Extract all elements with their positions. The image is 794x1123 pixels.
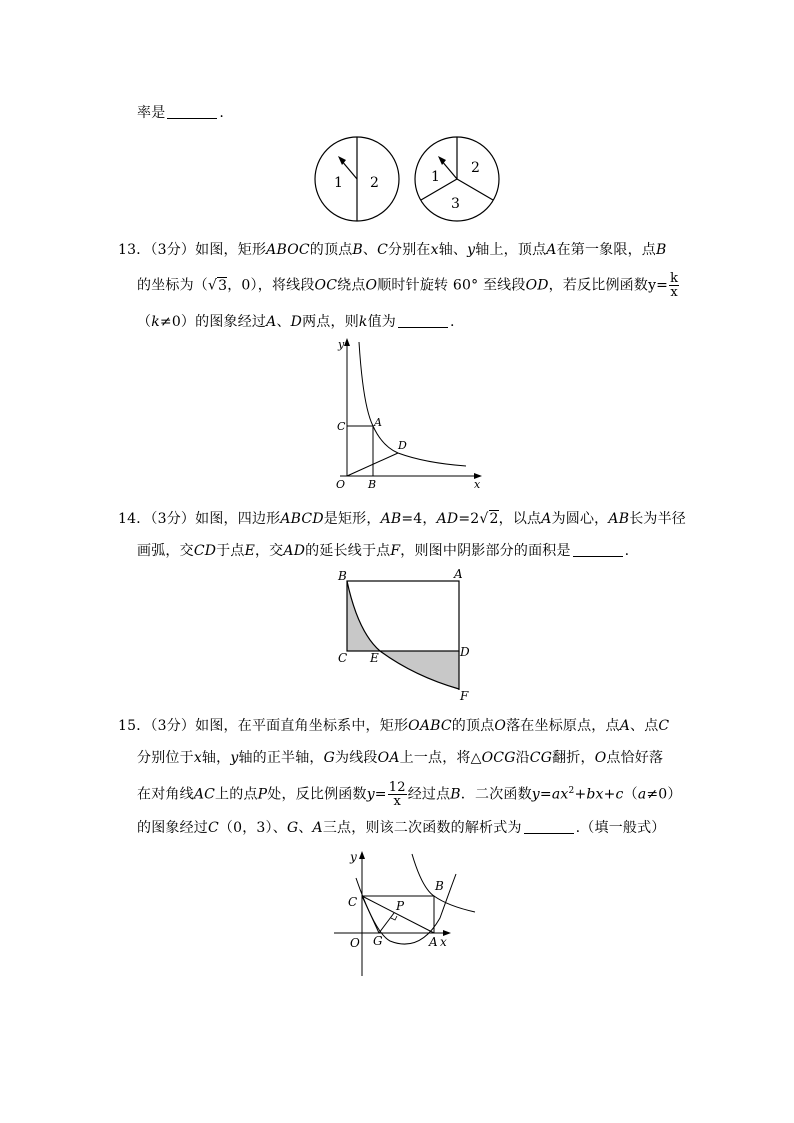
- svg-text:y: y: [338, 338, 345, 351]
- question-number: 13．: [118, 242, 151, 258]
- svg-text:C: C: [348, 895, 358, 909]
- q13-line-2: 的坐标为（√3，0），将线段OC绕点O顺时针旋转 60° 至线段OD，若反比例函数y= $\frac{k}{x}$: [137, 271, 679, 300]
- svg-text:C: C: [338, 651, 348, 665]
- q14-line-2: 画弧，交CD于点E，交AD的延长线于点F，则图中阴影部分的面积是 .: [137, 543, 630, 559]
- svg-text:B: B: [435, 879, 444, 893]
- period: .: [219, 105, 225, 121]
- sector-label: 2: [471, 160, 480, 176]
- score: （3分）: [150, 718, 196, 734]
- answer-blank[interactable]: [167, 104, 217, 119]
- sector-label: 3: [451, 196, 460, 212]
- q15-line-3: 在对角线AC上的点P处，反比例函数y= $\frac{12}{x}$ 经过点B．二次函数$y=ax^2+bx+c(a\ne 0)$: [137, 780, 682, 810]
- svg-text:O: O: [336, 478, 346, 491]
- svg-text:x: x: [440, 935, 447, 949]
- svg-text:C: C: [337, 420, 346, 433]
- q13-figure: [330, 336, 490, 492]
- q15-line-1: 15．（3分）如图，在平面直角坐标系中，矩形OABC的顶点O落在坐标原点，点A、点C: [118, 718, 670, 734]
- q14-line-1: 14．（3分）如图，四边形ABCD是矩形，AB=4，AD=2√2，以点A为圆心，AB长为半径: [118, 511, 687, 527]
- answer-blank[interactable]: [573, 542, 623, 557]
- q15-figure: [330, 848, 490, 983]
- svg-text:F: F: [460, 689, 469, 703]
- spinner-three-sector: [415, 137, 499, 221]
- answer-blank[interactable]: [398, 313, 448, 328]
- svg-text:y: y: [350, 850, 357, 864]
- svg-text:A: A: [454, 567, 463, 581]
- sector-label: 1: [431, 169, 440, 185]
- hyperbola-curve: [359, 342, 466, 466]
- spinner-figures: [300, 132, 510, 228]
- svg-text:x: x: [474, 478, 481, 491]
- q12-text: 率是: [137, 105, 166, 121]
- svg-text:O: O: [350, 936, 360, 950]
- sector-label: 1: [334, 175, 343, 191]
- q15-line-4: 的图象经过C（0，3）、G、A三点，则该二次函数的解析式为 .（填一般式）: [137, 820, 666, 836]
- answer-blank[interactable]: [524, 819, 574, 834]
- svg-text:B: B: [368, 478, 377, 491]
- svg-text:E: E: [370, 651, 379, 665]
- q15-line-2: 分别位于x轴，y轴的正半轴，G为线段OA上一点，将△OCG沿CG翻折，O点恰好落: [137, 750, 664, 766]
- q14-figure: [334, 566, 484, 706]
- score: （3分）: [150, 242, 196, 258]
- q13-line-3: （k≠0）的图象经过A、D两点，则k值为 .: [137, 314, 455, 330]
- svg-text:A: A: [429, 935, 438, 949]
- q12-answer-line: [137, 103, 224, 123]
- svg-text:D: D: [398, 439, 407, 452]
- svg-text:A: A: [374, 416, 382, 429]
- svg-text:G: G: [373, 934, 383, 948]
- score: （3分）: [150, 511, 196, 527]
- svg-text:B: B: [338, 569, 347, 583]
- svg-text:D: D: [460, 645, 470, 659]
- question-number: 15．: [118, 718, 151, 734]
- spinner-two-sector: [315, 137, 399, 221]
- svg-text:P: P: [396, 899, 405, 913]
- question-number: 14．: [118, 511, 151, 527]
- q13-line-1: 13．（3分）如图，矩形ABOC的顶点B、C分别在x轴、y轴上，顶点A在第一象限，点B: [118, 242, 667, 258]
- sector-label: 2: [370, 175, 379, 191]
